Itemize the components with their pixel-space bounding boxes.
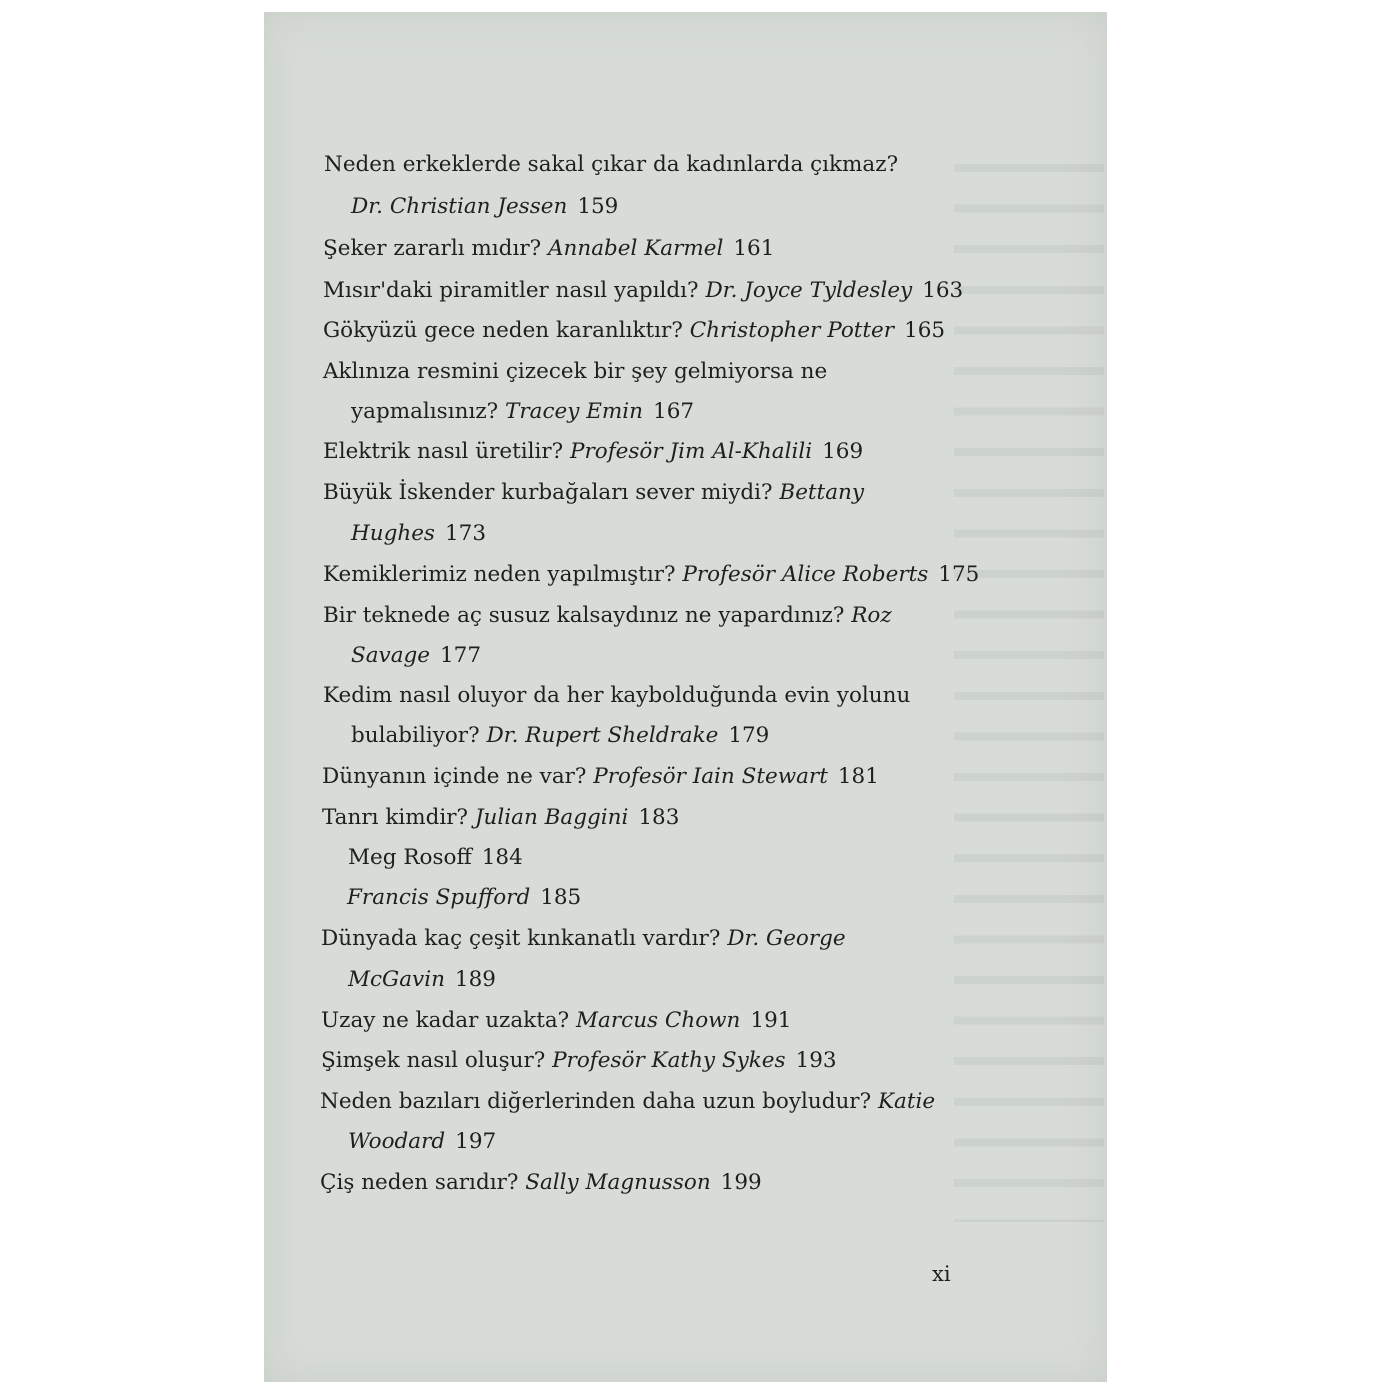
toc-entry (323, 437, 863, 467)
toc-page-number: 193 (795, 1048, 837, 1073)
toc-question: Kedim nasıl oluyor da her kaybolduğunda evin yolunu (323, 683, 911, 708)
toc-author: Bettany (779, 480, 865, 505)
toc-entry (321, 1046, 837, 1076)
toc-question: Çiş neden sarıdır? (320, 1170, 519, 1195)
toc-author: Profesör Kathy Sykes (552, 1048, 786, 1073)
toc-entry (351, 721, 769, 751)
toc-question: Uzay ne kadar uzakta? (321, 1008, 570, 1033)
toc-question: Şimşek nasıl oluşur? (321, 1048, 546, 1073)
toc-entry (323, 316, 945, 346)
toc-entry (323, 357, 827, 387)
toc-entry (351, 192, 618, 222)
toc-author: Dr. George (727, 926, 846, 951)
toc-author: Profesör Iain Stewart (593, 764, 828, 789)
toc-question: Mısır'daki piramitler nasıl yapıldı? (323, 278, 699, 303)
toc-entry (348, 965, 496, 995)
toc-author: Savage (351, 643, 430, 668)
toc-question: Tanrı kimdir? (322, 805, 469, 830)
toc-author: Marcus Chown (576, 1008, 741, 1033)
toc-entry (348, 1127, 496, 1157)
toc-page-number: 197 (455, 1129, 497, 1154)
page-number: xi (932, 1262, 951, 1286)
toc-page-number: 177 (440, 643, 482, 668)
toc-entry (323, 276, 963, 306)
toc-author: McGavin (348, 967, 445, 992)
toc-author: Annabel Karmel (547, 236, 724, 261)
toc-entry (322, 762, 879, 792)
toc-question: Kemiklerimiz neden yapılmıştır? (323, 562, 676, 587)
toc-entry (323, 601, 892, 631)
toc-entry (324, 150, 898, 180)
toc-author: Julian Baggini (474, 805, 629, 830)
toc-page-number: 169 (822, 439, 864, 464)
toc-page-number: 199 (720, 1170, 762, 1195)
toc-author: Dr. Rupert Sheldrake (486, 723, 719, 748)
toc-page-number: 173 (444, 521, 487, 546)
toc-page-number: 159 (577, 194, 619, 219)
toc-entry (323, 681, 910, 711)
toc-question: Meg Rosoff (348, 845, 472, 870)
toc-question: Dünyada kaç çeşit kınkanatlı vardır? (321, 926, 721, 951)
toc-page-number: 167 (653, 399, 695, 424)
toc-author: Profesör Jim Al-Khalili (570, 439, 813, 464)
toc-page-number: 179 (728, 723, 770, 748)
toc-entry (321, 924, 846, 954)
bleed-through-text (954, 142, 1104, 1222)
toc-entry (322, 803, 679, 833)
toc-entry (348, 843, 523, 873)
toc-page-number: 191 (750, 1008, 792, 1033)
toc-entry (351, 641, 481, 671)
toc-author: Tracey Emin (505, 399, 644, 424)
toc-entry (323, 560, 979, 590)
toc-question: Büyük İskender kurbağaları sever miydi? (323, 480, 773, 505)
toc-entry (323, 478, 864, 508)
toc-entry (323, 234, 774, 264)
toc-page-number: 163 (922, 278, 964, 303)
toc-page-number: 175 (938, 562, 980, 587)
toc-page-number: 165 (904, 318, 946, 343)
toc-entry (320, 1087, 935, 1117)
toc-author: Sally Magnusson (525, 1170, 711, 1195)
toc-author: Woodard (348, 1129, 446, 1154)
toc-page-number: 183 (638, 805, 680, 830)
toc-question: Bir teknede aç susuz kalsaydınız ne yapardınız? (323, 603, 845, 628)
toc-question: yapmalısınız? (351, 399, 499, 424)
toc-question: Dünyanın içinde ne var? (322, 764, 587, 789)
toc-question: Aklınıza resmini çizecek bir şey gelmiyorsa ne (323, 359, 828, 384)
toc-question: bulabiliyor? (351, 723, 480, 748)
toc-entry (347, 883, 581, 913)
toc-page-number: 161 (733, 236, 775, 261)
book-page (264, 12, 1107, 1382)
toc-question: Neden erkeklerde sakal çıkar da kadınlarda çıkmaz? (324, 152, 899, 177)
toc-author: Francis Spufford (347, 885, 531, 910)
toc-page-number: 181 (837, 764, 879, 789)
toc-author: Katie (877, 1089, 936, 1114)
toc-page-number: 185 (540, 885, 582, 910)
toc-entry (321, 1006, 791, 1036)
toc-entry (320, 1168, 762, 1198)
toc-page-number: 184 (481, 845, 523, 870)
toc-entry (351, 519, 486, 549)
toc-author: Roz (851, 603, 892, 628)
toc-question: Elektrik nasıl üretilir? (323, 439, 564, 464)
toc-author: Dr. Joyce Tyldesley (705, 278, 913, 303)
toc-entry (351, 397, 694, 427)
toc-question: Neden bazıları diğerlerinden daha uzun boyludur? (320, 1089, 872, 1114)
toc-author: Dr. Christian Jessen (351, 194, 568, 219)
toc-author: Christopher Potter (689, 318, 895, 343)
toc-author: Profesör Alice Roberts (682, 562, 929, 587)
toc-question: Şeker zararlı mıdır? (323, 236, 542, 261)
toc-author: Hughes (351, 521, 435, 546)
toc-question: Gökyüzü gece neden karanlıktır? (323, 318, 683, 343)
toc-page-number: 189 (454, 967, 496, 992)
